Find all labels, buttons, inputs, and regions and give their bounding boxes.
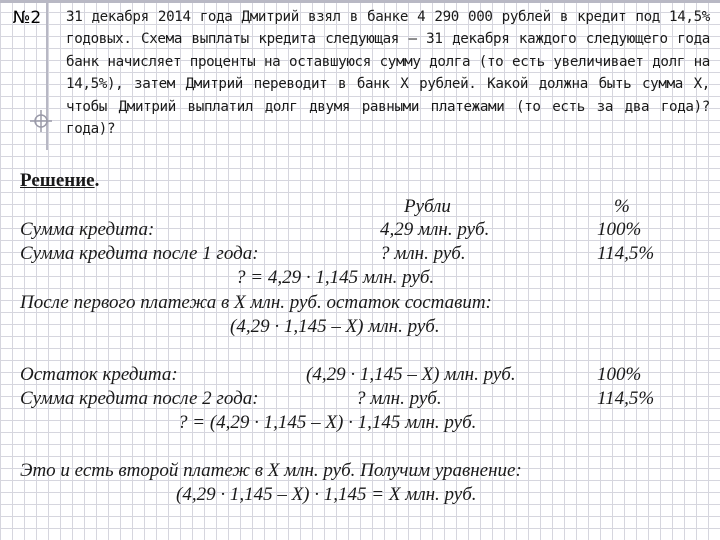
after-first-payment-text: После первого платежа в X млн. руб. остаток составит:	[20, 292, 492, 313]
problem-text: 31 декабря 2014 года Дмитрий взял в банке 4 290 000 рублей в кредит под 14,5% годовых. Схема выплаты кредита следующая – 31 декабря каждого следующего года банк начисляет проценты на оставшуюся сумму долга (то есть увеличивает долг на 14,5%), затем Дмитрий переводит в банк X рублей. Какой должна быть сумма X, чтобы Дмитрий выплатил долг двумя равными платежами (то есть за два года)? года)?	[66, 9, 710, 138]
solution-title-dot: .	[94, 170, 100, 191]
conclusion-text: Это и есть второй платеж в X млн. руб. Получим уравнение:	[20, 460, 522, 481]
row-remainder-pct: 100%	[597, 364, 642, 385]
row-after-year2-rub: ? млн. руб.	[356, 388, 442, 409]
top-border-line	[0, 0, 720, 3]
row-after-year2-label: Сумма кредита после 2 года:	[20, 388, 259, 409]
solution-heading-line	[20, 170, 99, 192]
row-credit-pct: 100%	[597, 219, 642, 240]
row-credit-label: Сумма кредита:	[20, 219, 155, 240]
crosshair-decoration-icon	[30, 110, 52, 132]
row-credit-rub: 4,29 млн. руб.	[380, 219, 490, 240]
row-remainder-label: Остаток кредита:	[20, 364, 178, 385]
row-after-year2-pct: 114,5%	[597, 388, 655, 409]
solution-title: Решение	[20, 170, 95, 191]
column-header-rub: Рубли	[404, 196, 451, 217]
final-equation: (4,29 · 1,145 – X) · 1,145 = X млн. руб.	[176, 484, 477, 505]
row-after-year1-label: Сумма кредита после 1 года:	[20, 243, 259, 264]
row-after-year1-pct: 114,5%	[597, 243, 655, 264]
remainder-expression: (4,29 · 1,145 – X) млн. руб.	[230, 316, 440, 337]
row-after-year1-rub: ? млн. руб.	[380, 243, 466, 264]
column-header-percent: %	[614, 196, 630, 217]
equation-1: ? = 4,29 · 1,145 млн. руб.	[236, 267, 435, 288]
row-remainder-rub: (4,29 · 1,145 – X) млн. руб.	[306, 364, 516, 385]
equation-2: ? = (4,29 · 1,145 – X) · 1,145 млн. руб.	[178, 412, 477, 433]
task-number: №2	[12, 8, 42, 28]
